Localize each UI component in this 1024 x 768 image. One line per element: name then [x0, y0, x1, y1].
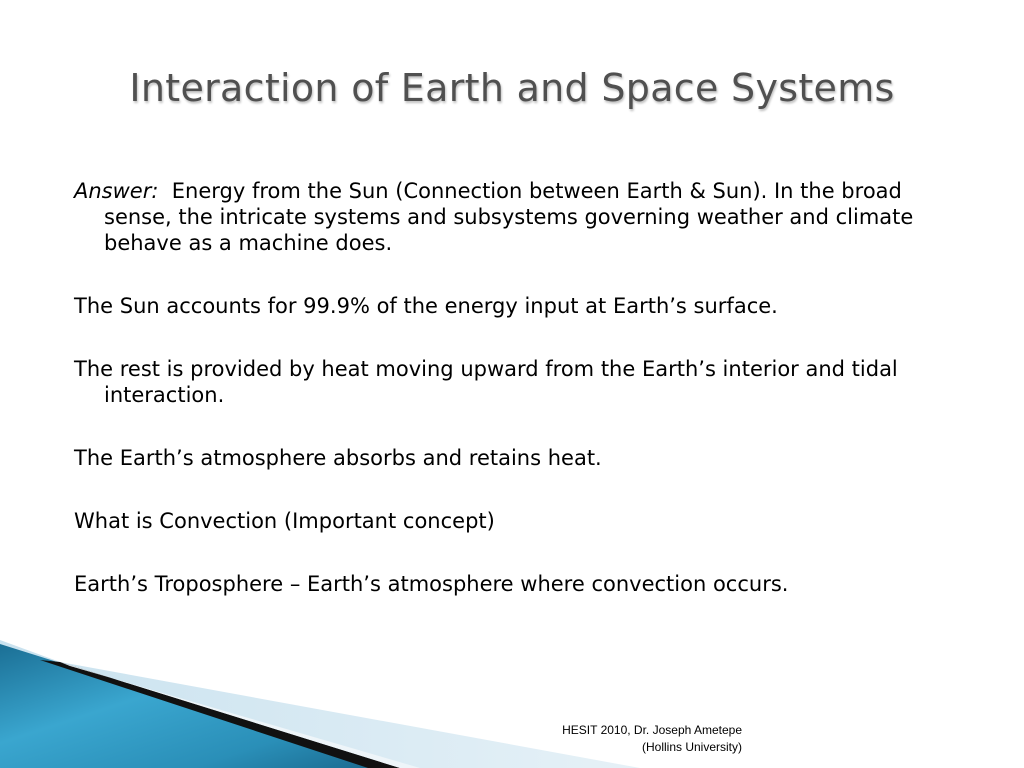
answer-label: Answer: — [74, 179, 159, 203]
paragraph-troposphere: Earth’s Troposphere – Earth’s atmosphere where convection occurs. — [74, 572, 789, 596]
footer-line-1: HESIT 2010, Dr. Joseph Ametepe — [562, 723, 742, 737]
slide-title: Interaction of Earth and Space Systems — [129, 66, 895, 110]
paragraph-sun-energy: The Sun accounts for 99.9% of the energy input at Earth’s surface. — [74, 294, 778, 318]
corner-decoration — [0, 640, 1024, 768]
answer-paragraph — [74, 178, 974, 256]
paragraph-rest-heat: The rest is provided by heat moving upward from the Earth’s interior and tidal interaction. — [74, 357, 898, 407]
paragraph-atmosphere: The Earth’s atmosphere absorbs and retains heat. — [74, 446, 602, 470]
slide-footer — [562, 722, 742, 756]
paragraph-convection: What is Convection (Important concept) — [74, 509, 495, 533]
slide-body — [74, 178, 974, 634]
answer-text: Energy from the Sun (Connection between Earth & Sun). In the broad sense, the intricate systems and subsystems governing weather and climate behave as a machine does. — [104, 179, 914, 255]
footer-line-2: (Hollins University) — [641, 740, 742, 754]
